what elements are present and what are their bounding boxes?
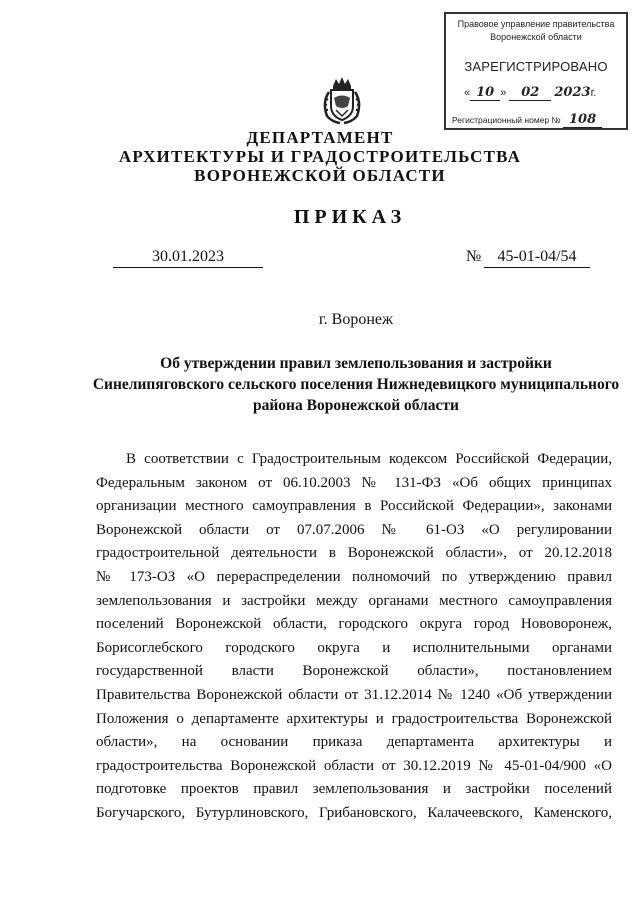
order-date: 30.01.2023	[113, 248, 263, 268]
body-line: градостроительной деятельности в Воронежской области», от 20.12.2018	[96, 545, 612, 562]
order-number-sign: №	[466, 248, 482, 265]
body-line: государственной власти Воронежской области», постановлением	[96, 663, 612, 680]
stamp-date-year: 2023	[554, 85, 591, 100]
stamp-date-month: 02	[509, 85, 551, 101]
body-line: землепользования и застройки между органами местного самоуправления	[96, 592, 612, 609]
subject-line-2: Синелипяговского сельского поселения Нижнедевицкого муниципального	[92, 376, 620, 393]
body-paragraph	[96, 448, 612, 826]
body-line: подготовке проектов правил землепользования и застройки поселений	[96, 781, 612, 798]
order-subject	[92, 353, 620, 416]
body-line: организации местного самоуправления в Российской Федерации», законами	[96, 498, 612, 515]
department-name-line-2: АРХИТЕКТУРЫ И ГРАДОСТРОИТЕЛЬСТВА	[118, 147, 522, 166]
body-line: области», на основании приказа департамента архитектуры и	[96, 734, 612, 751]
stamp-number	[452, 112, 602, 127]
body-line: Борисоглебского городского округа и исполнительными органами	[96, 639, 612, 656]
body-line: поселений Воронежской области, городского округа город Нововоронеж,	[96, 616, 612, 633]
body-line: Федеральным законом от 06.10.2003 № 131-ФЗ «Об общих принципах	[96, 474, 612, 491]
city-name: г. Воронеж	[318, 311, 394, 328]
stamp-date-day: 10	[470, 85, 500, 101]
body-line: В соответствии с Градостроительным кодексом Российской Федерации,	[126, 451, 612, 467]
body-line: № 173-ОЗ «О перераспределении полномочий по утверждению правил	[96, 568, 612, 585]
stamp-org-line-2: Воронежской области	[490, 32, 582, 42]
department-name-line-1: ДЕПАРТАМЕНТ	[246, 128, 394, 147]
stamp-org-line-1: Правовое управление правительства	[457, 19, 615, 29]
stamp-number-value: 108	[563, 112, 602, 128]
stamp-date: « 10 » 02 2023г.	[464, 85, 597, 100]
coat-of-arms-icon	[318, 76, 366, 126]
registration-stamp	[444, 12, 628, 130]
document-type-title: ПРИКАЗ	[293, 206, 407, 228]
stamp-number-label: Регистрационный номер №	[452, 115, 561, 125]
department-name-line-3: ВОРОНЕЖСКОЙ ОБЛАСТИ	[194, 166, 446, 185]
body-line: Воронежской области от 07.07.2006 № 61-ОЗ «О регулировании	[96, 521, 612, 538]
subject-line-1: Об утверждении правил землепользования и застройки	[160, 355, 552, 372]
body-line: Правительства Воронежской области от 31.12.2014 № 1240 «Об утверждении	[96, 686, 612, 703]
body-line: Положения о департаменте архитектуры и градостроительства Воронежской	[96, 710, 612, 727]
order-number: 45-01-04/54	[484, 248, 590, 268]
subject-line-3: района Воронежской области	[253, 397, 459, 414]
stamp-registered-label: ЗАРЕГИСТРИРОВАНО	[464, 59, 608, 74]
body-line: градостроительства Воронежской области от 30.12.2019 № 45-01-04/900 «О	[96, 757, 612, 774]
body-line: Богучарского, Бутурлиновского, Грибановского, Калачеевского, Каменского,	[96, 804, 612, 821]
